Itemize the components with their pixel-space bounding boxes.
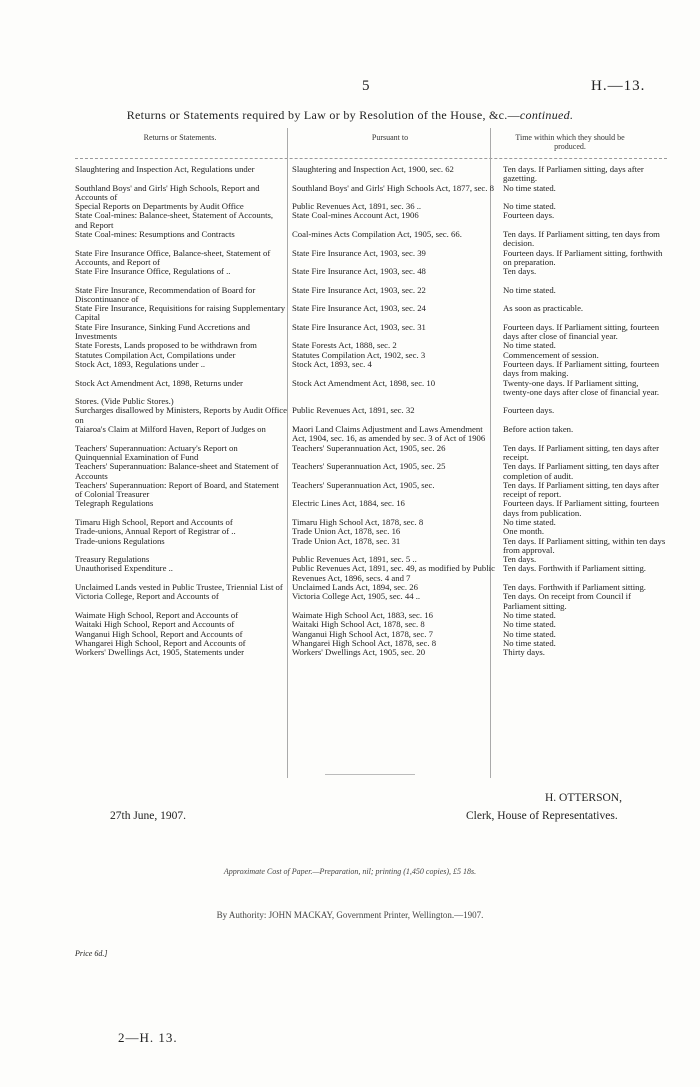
pursuant-to-cell: State Forests Act, 1888, sec. 2 (292, 340, 397, 351)
return-statement-cell: State Coal-mines: Balance-sheet, Statement of Accounts, and Report (75, 210, 274, 230)
time-cell: No time stated. (503, 609, 556, 620)
end-rule (325, 774, 415, 775)
column-header-time: Time within which they should be produced. (515, 133, 625, 151)
return-statement-cell: Victoria College, Report and Accounts of (75, 591, 219, 602)
return-statement-cell: Timaru High School, Report and Accounts of (75, 516, 233, 527)
price: Price 6d.] (75, 949, 108, 958)
time-cell: Thirty days. (503, 647, 545, 658)
time-cell: One month. (503, 526, 545, 537)
table-row (75, 304, 667, 323)
time-cell: Ten days. If Parliamen sitting, days after gazetting. (503, 164, 644, 184)
return-statement-cell: Special Reports on Departments by Audit Office (75, 201, 244, 212)
time-cell: Fourteen days. If Parliament sitting, forthwith on preparation. (503, 247, 663, 267)
return-statement-cell: Trade-unions Regulations (75, 535, 165, 546)
time-cell: Ten days. If Parliament sitting, ten days after receipt. (503, 442, 659, 462)
pursuant-to-cell: Whangarei High School Act, 1878, sec. 8 (292, 637, 437, 648)
pursuant-to-cell: State Fire Insurance Act, 1903, sec. 48 (292, 266, 426, 277)
time-cell: Ten days. (503, 266, 537, 277)
table-row (75, 249, 667, 268)
return-statement-cell: Waitaki High School, Report and Accounts of (75, 619, 235, 630)
time-cell: No time stated. (503, 637, 556, 648)
pursuant-to-cell: State Coal-mines Account Act, 1906 (292, 210, 419, 221)
table-row (75, 462, 667, 481)
table-row (75, 360, 667, 379)
pursuant-to-cell: Southland Boys' and Girls' High Schools Act, 1877, sec. 8 (292, 182, 494, 193)
time-cell: No time stated. (503, 619, 556, 630)
pursuant-to-cell: Stock Act, 1893, sec. 4 (292, 358, 372, 369)
time-cell: As soon as practicable. (503, 303, 584, 314)
time-cell: Fourteen days. (503, 405, 555, 416)
return-statement-cell: Southland Boys' and Girls' High Schools, Report and Accounts of (75, 182, 260, 202)
pursuant-to-cell: Public Revenues Act, 1891, sec. 36 .. (292, 201, 422, 212)
pursuant-to-cell: Electric Lines Act, 1884, sec. 16 (292, 498, 405, 509)
return-statement-cell: State Fire Insurance, Sinking Fund Accretions and Investments (75, 321, 250, 342)
return-statement-cell: Waimate High School, Report and Accounts of (75, 609, 239, 620)
pursuant-to-cell: Stock Act Amendment Act, 1898, sec. 10 (292, 377, 436, 388)
time-cell: Ten days. On receipt from Council if Parliament sitting. (503, 591, 631, 611)
header-rule (75, 158, 667, 159)
pursuant-to-cell: State Fire Insurance Act, 1903, sec. 31 (292, 321, 426, 332)
return-statement-cell: Whangarei High School, Report and Accounts of (75, 637, 246, 648)
table-row (75, 564, 667, 583)
time-cell: Fourteen days. If Parliament sitting, fourteen days after close of financial year. (503, 321, 660, 342)
time-cell: Ten days. If Parliament sitting, ten days after completion of audit. (503, 461, 659, 481)
table-row (75, 286, 667, 305)
time-cell: No time stated. (503, 340, 556, 351)
cost-note: Approximate Cost of Paper.—Preparation, nil; printing (1,450 copies), £5 18s. (223, 867, 477, 876)
pursuant-to-cell: Public Revenues Act, 1891, sec. 5 .. (292, 554, 417, 565)
time-cell: Ten days. If Parliament sitting, ten days from decision. (503, 229, 660, 249)
table-row (75, 184, 667, 203)
table-row (75, 481, 667, 500)
time-cell: Ten days. Forthwith if Parliament sitting. (503, 563, 646, 574)
page-heading (0, 108, 700, 123)
pursuant-to-cell: State Fire Insurance Act, 1903, sec. 24 (292, 303, 426, 314)
table-row (75, 444, 667, 463)
pursuant-to-cell: Workers' Dwellings Act, 1905, sec. 20 (292, 647, 426, 658)
time-cell: No time stated. (503, 284, 556, 295)
return-statement-cell: Taiaroa's Claim at Milford Haven, Report of Judges on (75, 424, 266, 435)
page-number: 5 (362, 78, 370, 94)
time-cell: Ten days. If Parliament sitting, within ten days from approval. (503, 535, 666, 555)
table-row (75, 592, 667, 611)
return-statement-cell: Statutes Compilation Act, Compilations under (75, 349, 236, 360)
time-cell: No time stated. (503, 516, 556, 527)
return-statement-cell: State Coal-mines: Resumptions and Contracts (75, 229, 235, 240)
time-cell: Ten days. Forthwith if Parliament sitting. (503, 582, 646, 593)
pursuant-to-cell: Public Revenues Act, 1891, sec. 32 (292, 405, 415, 416)
heading-main: Returns or Statements required by Law or by Resolution of the House, &c.— (126, 108, 520, 122)
pursuant-to-cell: Teachers' Superannuation Act, 1905, sec. 25 (292, 461, 446, 472)
return-statement-cell: Trade-unions, Annual Report of Registrar of .. (75, 526, 236, 537)
time-cell: No time stated. (503, 182, 556, 193)
time-cell: Before action taken. (503, 424, 574, 435)
pursuant-to-cell: Trade Union Act, 1878, sec. 31 (292, 535, 401, 546)
return-statement-cell: Unauthorised Expenditure .. (75, 563, 173, 574)
table-row (75, 165, 667, 184)
return-statement-cell: Teachers' Superannuation: Balance-sheet and Statement of Accounts (75, 461, 279, 481)
return-statement-cell: State Fire Insurance Office, Regulations of .. (75, 266, 231, 277)
time-cell: Fourteen days. If Parliament sitting, fourteen days from publication. (503, 498, 660, 518)
heading-continued: continued. (519, 108, 574, 122)
table-row (75, 499, 667, 518)
column-header-pursuant: Pursuant to (371, 133, 409, 142)
return-statement-cell: Surcharges disallowed by Ministers, Reports by Audit Office on (75, 405, 288, 425)
pursuant-to-cell: Maori Land Claims Adjustment and Laws Amendment Act, 1904, sec. 16, as amended by sec. 3 of Act of 1906 (292, 424, 486, 444)
return-statement-cell: Stock Act, 1893, Regulations under .. (75, 358, 206, 369)
return-statement-cell: Telegraph Regulations (75, 498, 154, 509)
pursuant-to-cell: Trade Union Act, 1878, sec. 16 (292, 526, 401, 537)
table-row (75, 537, 667, 556)
table-row (75, 323, 667, 342)
table-row (75, 648, 667, 657)
table-row (75, 379, 667, 398)
pursuant-to-cell: State Fire Insurance Act, 1903, sec. 22 (292, 284, 426, 295)
time-cell: No time stated. (503, 628, 556, 639)
document-reference: H.—13. (591, 78, 646, 94)
return-statement-cell: Slaughtering and Inspection Act, Regulations under (75, 164, 255, 174)
time-cell: Commencement of session. (503, 349, 599, 360)
pursuant-to-cell: Unclaimed Lands Act, 1894, sec. 26 (292, 582, 418, 593)
authority-line: By Authority: JOHN MACKAY, Government Printer, Wellington.—1907. (216, 910, 484, 920)
return-statement-cell: State Fire Insurance, Requisitions for raising Supplementary Capital (75, 303, 286, 323)
signature-name: H. OTTERSON, (545, 792, 622, 804)
pursuant-to-cell: Statutes Compilation Act, 1902, sec. 3 (292, 349, 426, 360)
pursuant-to-cell: Waitaki High School Act, 1878, sec. 8 (292, 619, 425, 630)
return-statement-cell: Teachers' Superannuation: Report of Board, and Statement of Colonial Treasurer (75, 479, 279, 500)
pursuant-to-cell: Victoria College Act, 1905, sec. 44 .. (292, 591, 421, 602)
return-statement-cell: Workers' Dwellings Act, 1905, Statements under (75, 647, 245, 658)
footer-reference: 2—H. 13. (118, 1030, 178, 1045)
return-statement-cell: State Fire Insurance Office, Balance-sheet, Statement of Accounts, and Report of (75, 247, 271, 267)
pursuant-to-cell: Public Revenues Act, 1891, sec. 49, as modified by Public Revenues Act, 1896, secs. 4 and 7 (292, 563, 495, 583)
table-row (75, 267, 667, 276)
return-statement-cell: Wanganui High School, Report and Accounts of (75, 628, 243, 639)
return-statement-cell: State Forests, Lands proposed to be withdrawn from (75, 340, 257, 351)
time-cell: Twenty-one days. If Parliament sitting, twenty-one days after close of financial year. (503, 377, 660, 397)
pursuant-to-cell: Wanganui High School Act, 1878, sec. 7 (292, 628, 433, 639)
table-row (75, 211, 667, 230)
time-cell: No time stated. (503, 201, 556, 212)
returns-table (75, 165, 667, 657)
table-row (75, 230, 667, 249)
time-cell: Ten days. If Parliament sitting, ten days after receipt of report. (503, 479, 659, 500)
signature-title: Clerk, House of Representatives. (466, 810, 618, 822)
time-cell: Fourteen days. If Parliament sitting, fourteen days from making. (503, 358, 660, 379)
pursuant-to-cell: Teachers' Superannuation Act, 1905, sec. 26 (292, 442, 446, 453)
table-row (75, 406, 667, 425)
return-statement-cell: Stock Act Amendment Act, 1898, Returns under (75, 377, 243, 388)
signature-date: 27th June, 1907. (110, 810, 187, 822)
time-cell: Fourteen days. (503, 210, 555, 221)
time-cell: Ten days. (503, 554, 537, 565)
return-statement-cell: State Fire Insurance, Recommendation of Board for Discontinuance of (75, 284, 256, 304)
pursuant-to-cell: Teachers' Superannuation Act, 1905, sec. (292, 479, 435, 490)
column-header-returns: Returns or Statements. (143, 133, 217, 142)
pursuant-to-cell: Waimate High School Act, 1883, sec. 16 (292, 609, 433, 620)
pursuant-to-cell: Slaughtering and Inspection Act, 1900, sec. 62 (292, 164, 454, 174)
pursuant-to-cell: Timaru High School Act, 1878, sec. 8 (292, 516, 424, 527)
return-statement-cell: Teachers' Superannuation: Actuary's Report on Quinquennial Examination of Fund (75, 442, 238, 462)
pursuant-to-cell: State Fire Insurance Act, 1903, sec. 39 (292, 247, 426, 258)
table-row (75, 425, 667, 444)
pursuant-to-cell: Coal-mines Acts Compilation Act, 1905, sec. 66. (292, 229, 462, 240)
return-statement-cell: Stores. (Vide Public Stores.) (75, 396, 174, 407)
return-statement-cell: Treasury Regulations (75, 554, 150, 565)
return-statement-cell: Unclaimed Lands vested in Public Trustee, Triennial List of (75, 582, 283, 593)
